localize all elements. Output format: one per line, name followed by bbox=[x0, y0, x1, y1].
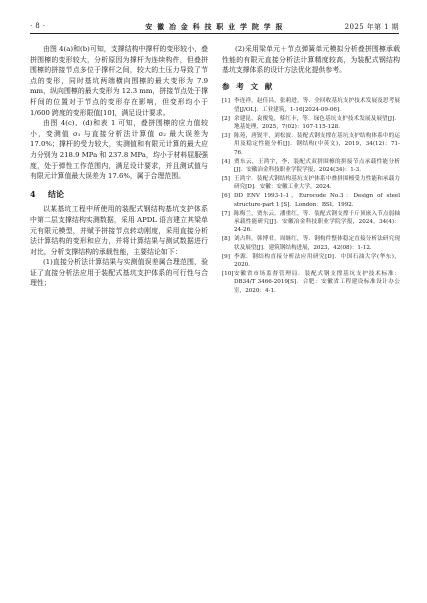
paragraph-deformation: 由图 4(a)和(b)可知，支撑结构中撑杆的变形较小，叠拼围檩的变形较大，分析原因为撑杆为连续构件，但叠拼围檩的拼接节点多位于撑杆之间，较大的土压力导致了节点的变形，同时基坑两端横向围檩的最大变形为 7.9 mm，纵向围檩的最大变形为 12.3 mm，拼接节点处于撑杆间的位置对于节点的变形存在影响，但变形均小于 1/600 跨度的变形限值[10]，满足设计要求。 bbox=[30, 45, 208, 117]
reference-item bbox=[222, 270, 400, 295]
reference-number: [3] bbox=[222, 133, 230, 139]
header-rule bbox=[30, 33, 399, 34]
reference-item bbox=[222, 235, 400, 252]
reference-text: 王鸿宇．装配式钢结构基坑支护体系中叠拼围檩受力性能和承载力研究[D]．安徽：安徽工业大学，2024． bbox=[234, 176, 400, 191]
reference-number: [4] bbox=[222, 158, 230, 165]
section-heading-conclusion bbox=[30, 189, 208, 200]
reference-number: [8] bbox=[222, 236, 230, 243]
reference-item bbox=[222, 210, 400, 235]
reference-number: [5] bbox=[222, 176, 230, 183]
right-column bbox=[222, 44, 400, 296]
reference-number: [10] bbox=[222, 271, 234, 277]
issue-label: 2025 年第 1 期 bbox=[344, 23, 399, 31]
left-column bbox=[30, 44, 208, 289]
reference-text: DD ENV 1993-1-1，Eurocode No.3：Design of steel structure-part 1 [S]．London：BSI，1992． bbox=[234, 193, 400, 208]
reference-number: [7] bbox=[222, 210, 230, 217]
reference-text: 余建昆，袁俊兔，蔡红卡，等．绿色基坑支护技术发展及展望[J]．地基处理，2025，7(02)：107-115-128． bbox=[234, 115, 400, 131]
paragraph-stress: 由图 4(c)、(d)和表 1 可知，叠拼围檩的应力值较小，变测值 σ₁ 与直接分析法计算值 σ₂ 最大误差为 17.0%；撑杆的受力较大，实测值和有限元计算的最大应力分别为 218.9 MPa 和 237.8 MPa，均小于材料屈服强度，处于弹性工作范围内，满足设计要求，并且测试值与有限元计算值最大误差为 17.6%，属于合理范围。 bbox=[30, 119, 208, 181]
reference-item bbox=[222, 115, 400, 132]
reference-text: 李源．钢结构直接分析法应用研究[D]．中国石油大学(华东)，2020． bbox=[234, 253, 400, 269]
reference-number: [9] bbox=[222, 253, 230, 260]
reference-item bbox=[222, 175, 400, 192]
reference-list bbox=[222, 97, 400, 295]
reference-text: 安徽省市场监督管理局．装配式钢支撑基坑支护技术标准：DB34/T 3466-2019[S]．合肥：安徽省工程建设标准设计办公室，2020：4-1． bbox=[234, 271, 400, 294]
reference-item bbox=[222, 158, 400, 175]
reference-number: [6] bbox=[222, 193, 230, 200]
reference-item bbox=[222, 132, 400, 157]
section-number: 4 bbox=[30, 188, 36, 199]
section-title: 结论 bbox=[48, 188, 64, 199]
reference-text: 刘占科，韩博君，周继红，等．钢构件整体稳定直接分析法研究现状及展望[J]．建筑钢结构进展，2023，42(08)：1-12． bbox=[234, 236, 400, 251]
paragraph-conclusion-2: (2)采用梁单元＋节点弹簧单元模拟分析叠拼围檩承载性能的有限元直接分析法计算精度较高，为装配式钢结构基坑支撑体系的设计方法优化提供参考。 bbox=[222, 45, 400, 75]
reference-text: 贾东云，王鸿宇，李，装配式双拼围檩的拼接节点承载性能分析[J]．安徽冶金科技职业学院学报，2024(34)：1-3． bbox=[234, 158, 400, 174]
reference-item bbox=[222, 192, 400, 209]
reference-item bbox=[222, 97, 400, 114]
reference-number: [2] bbox=[222, 115, 230, 122]
reference-text: 陈苑，唐锐平，刘松波．装配式钢支撑在基坑支护结构体系中的运用及稳定性能分析[J]．钢结构(中英文)，2019，34(12)：71-76． bbox=[234, 133, 400, 156]
paragraph-conclusion-1: (1)直接分析法计算结果与实测值误差属合理范围，验证了直接分析法应用于装配式基坑支护体系的可行性与合理性； bbox=[30, 258, 208, 288]
journal-title: 安 徽 冶 金 科 技 职 业 学 院 学 报 bbox=[145, 22, 284, 31]
page-number: · 8 · bbox=[30, 22, 46, 30]
running-header bbox=[30, 20, 399, 34]
reference-text: 陈梅兰，贾东云，潘重红，等．装配式钢支撑千斤顶嵌入节点弱轴承载性能研究[J]．安徽冶金科技职业学院学报，2024，34(4)：24-26． bbox=[234, 210, 400, 234]
reference-number: [1] bbox=[222, 98, 230, 105]
paragraph-conclusion-intro: 以某基坑工程中所使用的装配式钢结构基坑支护体系中第二层支撑结构实测数据，采用 APDL 语言建立其梁单元有限元模型，并赋予拼接节点转动刚度，采用直接分析法计算结构的变形和应力，并将计算结果与测试数据进行对比，分析支撑结构的承载性能，主要结论如下： bbox=[30, 205, 208, 256]
references-heading: 参 考 文 献 bbox=[222, 81, 275, 91]
reference-item bbox=[222, 253, 400, 270]
reference-text: 李连祥，赵佳昌，张莉进，等．全回收基坑支护技术发展及思考展望[J/OL]．工业建筑，1-16[2024-09-06]． bbox=[234, 98, 400, 113]
